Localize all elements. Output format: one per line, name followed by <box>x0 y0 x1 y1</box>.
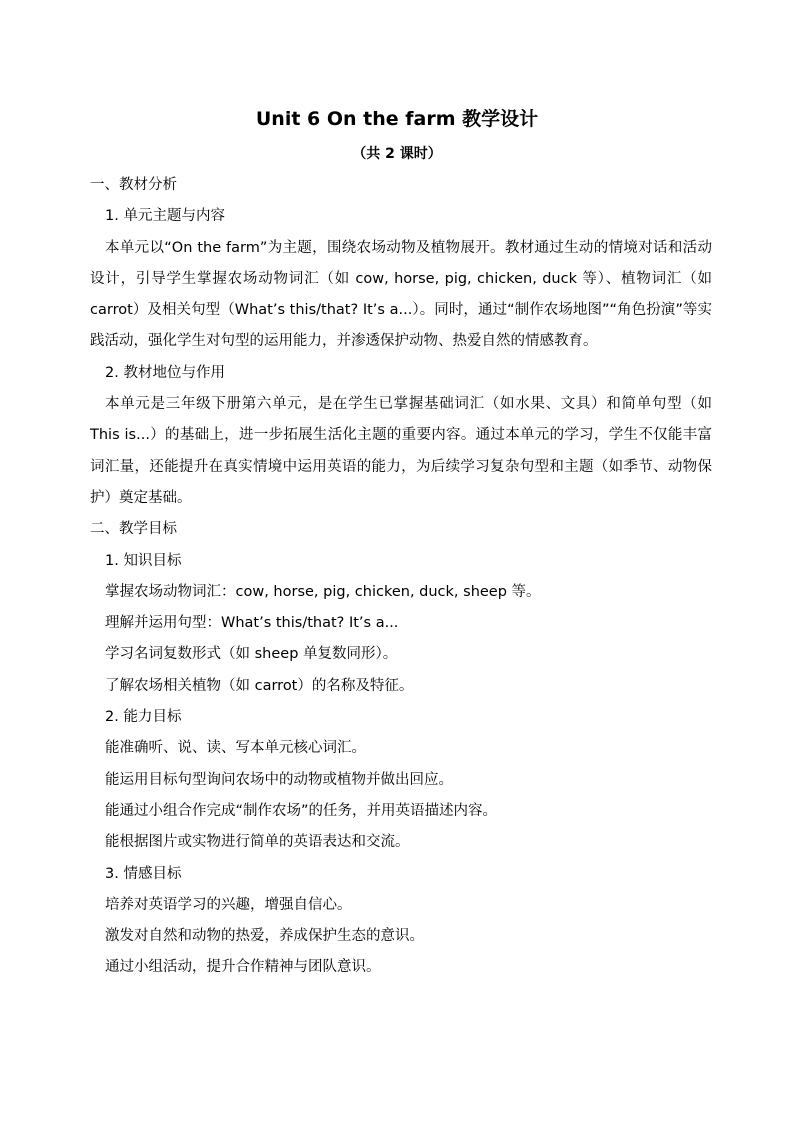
list-item: 能根据图片或实物进行简单的英语表达和交流。 <box>105 834 410 851</box>
list-item: 学习名词复数形式（如 sheep 单复数同形）。 <box>105 646 398 663</box>
list-item: 通过小组活动，提升合作精神与团队意识。 <box>105 959 381 976</box>
document-subtitle: （共 2 课时） <box>352 146 442 162</box>
list-item: 了解农场相关植物（如 carrot）的名称及特征。 <box>105 677 414 694</box>
paragraph-unit-theme: 本单元以“On the farm”为主题，围绕农场动物及植物展开。教材通过生动的情境对话和活动设计，引导学生掌握农场动物词汇（如 cow, horse, pig, chicken, duck 等）、植物词汇（如 carrot）及相关句型（What’s this/that? It’s a...）。同时，通过“制作农场地图”“角色扮演”等实践活动，强化学生对句型的运用能力，并渗透保护动物、热爱自然的情感教育。 <box>90 239 712 350</box>
subsection-heading-2-3: 3. 情感目标 <box>105 865 182 882</box>
list-item: 能通过小组合作完成“制作农场”的任务，并用英语描述内容。 <box>105 802 498 819</box>
list-item: 能准确听、说、读、写本单元核心词汇。 <box>105 740 366 757</box>
list-item: 能运用目标句型询问农场中的动物或植物并做出回应。 <box>105 771 453 788</box>
paragraph-material-position: 本单元是三年级下册第六单元，是在学生已掌握基础词汇（如水果、文具）和简单句型（如 This is...）的基础上，进一步拓展生活化主题的重要内容。通过本单元的学习，学生不仅能丰富词汇量，还能提升在真实情境中运用英语的能力，为后续学习复杂句型和主题（如季节、动物保护）奠定基础。 <box>90 396 712 506</box>
list-item: 掌握农场动物词汇：cow, horse, pig, chicken, duck, sheep 等。 <box>105 583 541 600</box>
subsection-heading-1-1: 1. 单元主题与内容 <box>105 208 225 225</box>
subsection-heading-1-2: 2. 教材地位与作用 <box>105 364 225 381</box>
section-heading-1: 一、教材分析 <box>90 177 177 193</box>
subsection-heading-2-1: 1. 知识目标 <box>105 552 182 569</box>
document-title: Unit 6 On the farm 教学设计 <box>255 108 539 130</box>
subsection-heading-2-2: 2. 能力目标 <box>105 709 182 726</box>
list-item: 培养对英语学习的兴趣，增强自信心。 <box>105 896 352 913</box>
list-item: 理解并运用句型：What’s this/that? It’s a... <box>105 615 399 632</box>
document-body <box>90 170 712 984</box>
list-item: 激发对自然和动物的热爱，养成保护生态的意识。 <box>105 928 424 945</box>
section-heading-2: 二、教学目标 <box>90 521 177 538</box>
